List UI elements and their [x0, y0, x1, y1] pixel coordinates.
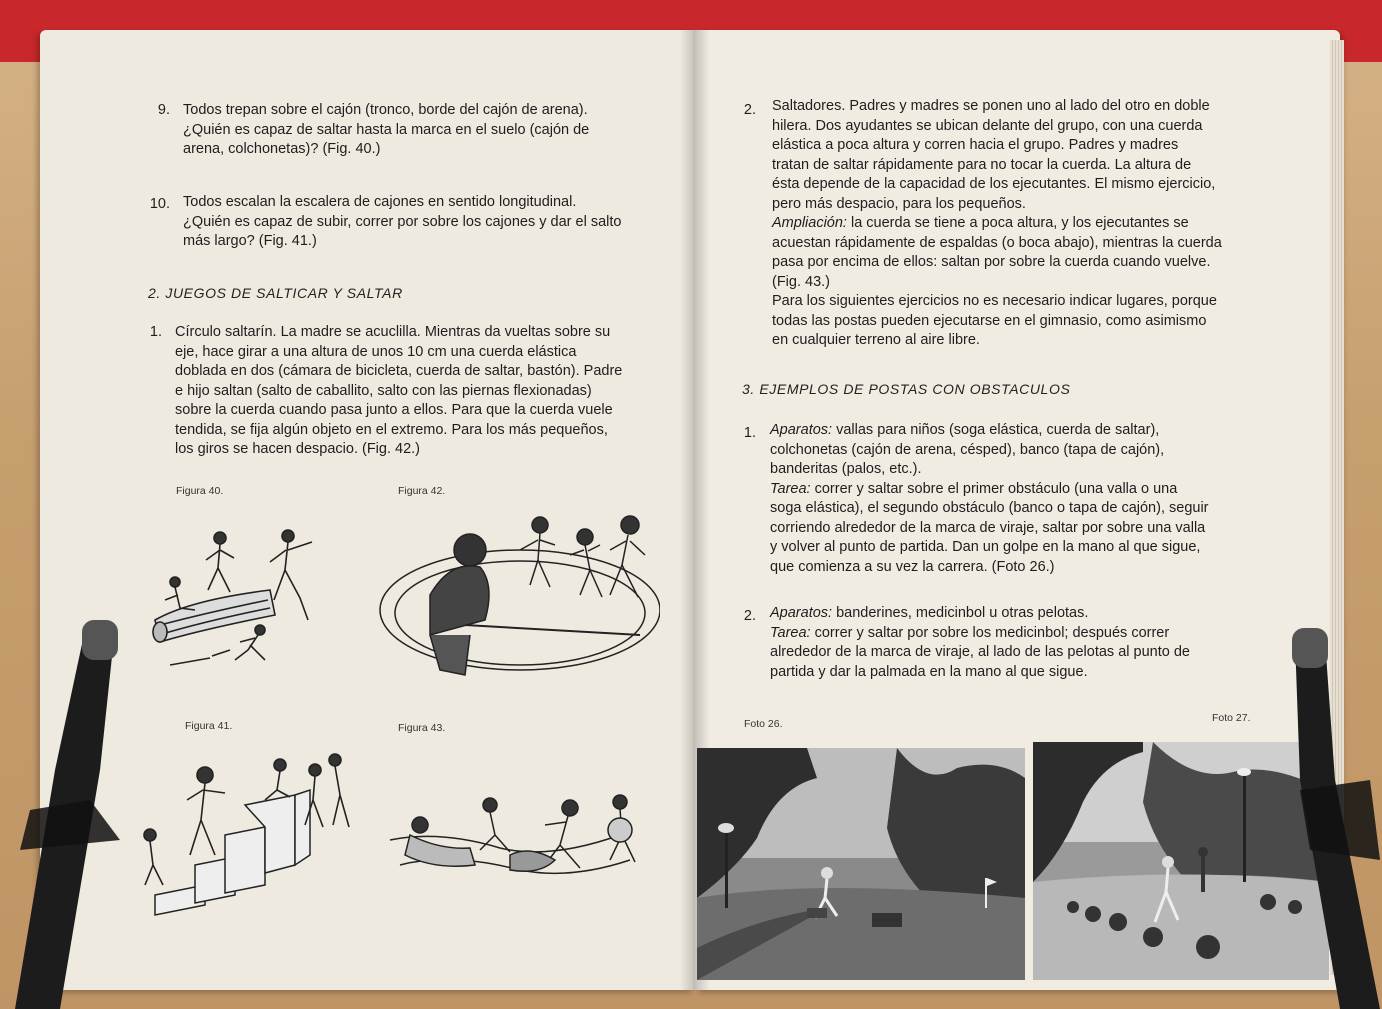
figure-43-illustration — [380, 790, 660, 890]
aparatos-label: Aparatos: — [770, 605, 833, 621]
foto-27-label: Foto 27. — [1212, 712, 1251, 724]
figure-42-illustration — [370, 505, 660, 695]
tarea-label: Tarea: — [770, 480, 811, 497]
figure-43-label: Figura 43. — [398, 722, 446, 734]
aparatos-label: Aparatos: — [770, 422, 833, 438]
figure-41-label: Figura 41. — [185, 720, 233, 732]
foto-26-photo — [697, 748, 1025, 980]
section-heading: 2. JUEGOS DE SALTICAR Y SALTAR — [148, 285, 403, 301]
item-text: Aparatos: vallas para niños (soga elástica, cuerda de saltar), colchonetas (cajón de arena, césped), banco (tapa de cajón), banderitas (palos, etc.). Tarea: correr y saltar sobre el primer obstáculo (una valla o una soga elástica), el segundo obstáculo (banco o tapa de cajón), seguir corriendo alrededor de la marca de viraje, saltar por sobre una valla y volver al punto de partida. Dan un golpe en la mano al que sigue, que comienza a su vez la carrera. (Foto 26.) — [770, 422, 1209, 575]
right-book-holder — [1240, 620, 1382, 1009]
item-text: Todos trepan sobre el cajón (tronco, borde del cajón de arena). ¿Quién es capaz de saltar hasta la marca en el suelo (cajón de arena, colchonetas)? (Fig. 40.) — [183, 102, 590, 157]
item-number: 1. — [743, 425, 756, 441]
item-number: 2. — [743, 608, 756, 624]
item-number: 9. — [157, 102, 170, 118]
ampliacion-label: Ampliación: — [772, 215, 847, 231]
item-number: 1. — [149, 324, 162, 340]
left-book-holder — [0, 610, 160, 1009]
figure-40-illustration — [150, 520, 350, 680]
item-text: Saltadores. Padres y madres se ponen uno al lado del otro en doble hilera. Dos ayudantes se ubican delante del grupo, con una cuerda elástica a poca altura y corren hacia el grupo. Padres y madres tratan de saltar rápidamente para no tocar la cuerda. La altura de ésta depende de la capacidad de los ejecutantes. El mismo ejercicio, pero más despacio, para los pequeños. Ampliación: la cuerda se tiene a poca altura, y los ejecutantes se acuestan rápidamente de espaldas (o boca abajo), mientras la cuerda pasa por encima de ellos: saltan por sobre la cuerda cuando vuelve. (Fig. 43.) Para los siguientes ejercicios no es necesario indicar lugares, porque todas las postas pueden ejecutarse en el gimnasio, como asimismo en cualquier terreno al aire libre. — [772, 98, 1222, 348]
item-text: Círculo saltarín. La madre se acuclilla. Mientras da vueltas sobre su eje, hace girar a una altura de unos 10 cm una cuerda elástica doblada en dos (cámara de bicicleta, cuerda de saltar, bastón). Padre e hijo saltan (salto de caballito, salto con las piernas flexionadas) sobre la cuerda cuando pasa junto a ellos. Para que la cuerda vuele tendida, se fija algún objeto en el extremo. Para los más pequeños, los giros se hacen despacio. (Fig. 42.) — [175, 324, 623, 457]
item-number: 10. — [149, 196, 170, 212]
item-number: 2. — [743, 102, 756, 118]
item-text: Aparatos: banderines, medicinbol u otras pelotas. Tarea: correr y saltar por sobre los medicinbol; después correr alrededor de la marca de viraje, al lado de las pelotas al punto de partida y dar la palmada en la mano al que sigue. — [770, 605, 1190, 680]
tarea-label: Tarea: — [770, 624, 811, 641]
item-text: Todos escalan la escalera de cajones en sentido longitudinal. ¿Quién es capaz de subir, correr por sobre los cajones y dar el salto más largo? (Fig. 41.) — [183, 194, 622, 249]
figure-42-label: Figura 42. — [398, 485, 446, 497]
figure-41-illustration — [135, 745, 365, 925]
foto-26-label: Foto 26. — [744, 718, 783, 730]
figure-40-label: Figura 40. — [176, 485, 224, 497]
section-heading: 3. EJEMPLOS DE POSTAS CON OBSTACULOS — [742, 381, 1071, 397]
